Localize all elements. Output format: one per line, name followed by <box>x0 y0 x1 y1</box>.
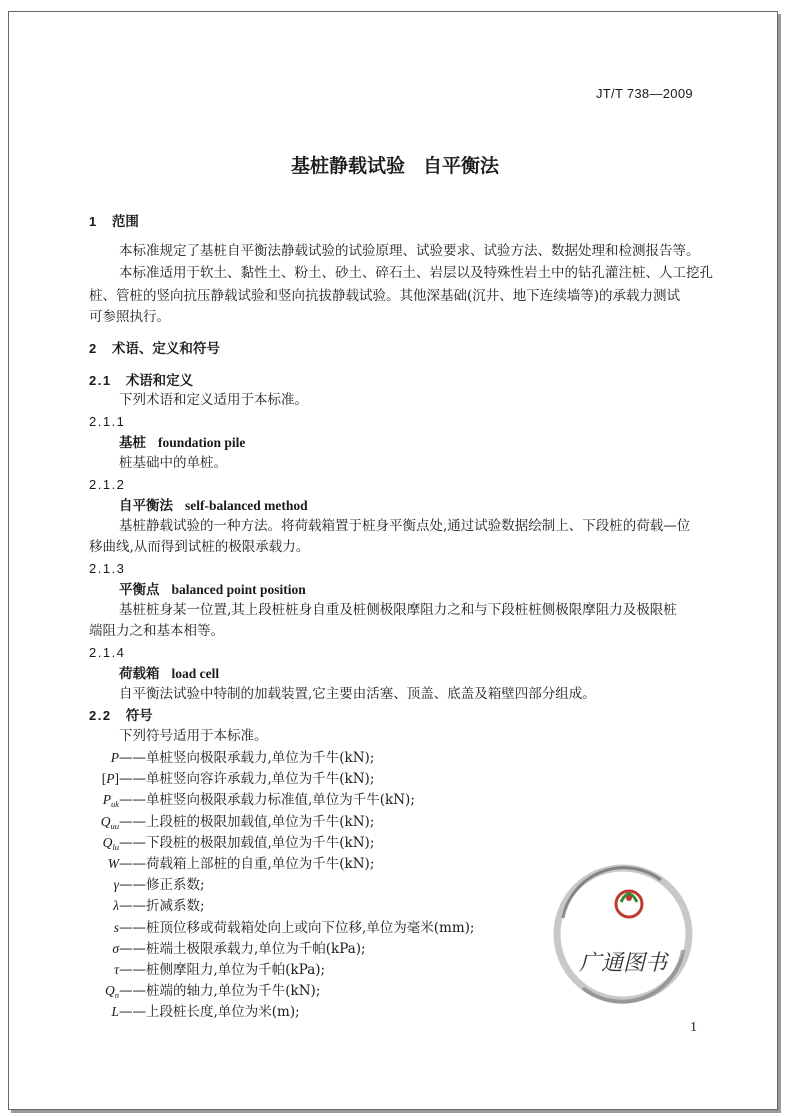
symbol: γ <box>113 877 119 893</box>
symbol-row <box>57 876 205 894</box>
symbol-description: ——单桩竖向容许承载力,单位为千牛(kN); <box>119 771 375 788</box>
section-1-paragraph-1: 本标准规定了基桩自平衡法静载试验的试验原理、试验要求、试验方法、数据处理和检测报告等。 <box>119 243 700 259</box>
symbol-row <box>57 897 205 915</box>
seal-logo-icon <box>616 891 642 917</box>
symbol-description: ——修正系数; <box>119 877 205 894</box>
section-2-1-heading: 2.1 术语和定义 <box>89 373 194 389</box>
symbol-description: ——荷载箱上部桩的自重,单位为千牛(kN); <box>119 856 375 872</box>
symbol-row <box>57 1003 300 1021</box>
symbol-row <box>57 813 374 835</box>
term-2-1-3: 平衡点 balanced point position <box>119 582 306 598</box>
symbol: $P_{uk}$ <box>102 792 119 810</box>
symbol: [P] <box>101 771 119 787</box>
symbol-description: ——折减系数; <box>119 898 205 915</box>
section-1-paragraph-2-line-3: 可参照执行。 <box>89 309 170 325</box>
document-title <box>0 151 790 178</box>
term-2-1-1: 基桩 foundation pile <box>119 435 246 451</box>
section-1-heading: 1 范围 <box>89 214 139 230</box>
section-2-1-4-number: 2.1.4 <box>89 645 126 660</box>
symbol-description: ——桩端土极限承载力,单位为千帕(kPa); <box>119 940 366 957</box>
symbol: τ <box>114 962 119 977</box>
symbol: σ <box>112 940 119 956</box>
definition-2-1-1: 桩基础中的单桩。 <box>119 455 227 471</box>
term-2-1-2: 自平衡法 self-balanced method <box>119 498 308 514</box>
seal-text: 广通图书 <box>578 951 668 976</box>
definition-2-1-2-line-1: 基桩静载试验的一种方法。将荷载箱置于桩身平衡点处,通过试验数据绘制上、下段桩的荷载—位 <box>119 518 691 534</box>
symbol: $Q_n$ <box>105 983 119 1001</box>
section-2-1-1-number: 2.1.1 <box>89 414 126 429</box>
symbol: $Q_{lu}$ <box>102 834 119 852</box>
seal-ring <box>557 868 689 1002</box>
symbol-row <box>57 982 320 1004</box>
definition-2-1-2-line-2: 移曲线,从而得到试桩的极限承载力。 <box>89 539 310 555</box>
symbol-description: ——下段桩的极限加载值,单位为千牛(kN); <box>119 834 375 851</box>
symbol-description: ——上段桩长度,单位为米(m); <box>119 1004 300 1021</box>
page-number: 1 <box>690 1020 697 1035</box>
symbol-description: ——桩侧摩阻力,单位为千帕(kPa); <box>119 962 326 978</box>
symbol-description: ——单桩竖向极限承载力标准值,单位为千牛(kN); <box>119 792 415 809</box>
symbol-row <box>57 749 374 767</box>
symbol-description: ——桩端的轴力,单位为千牛(kN); <box>119 983 321 1000</box>
definition-2-1-3-line-2: 端阻力之和基本相等。 <box>89 623 224 639</box>
symbol: L <box>111 1004 119 1020</box>
symbol-row <box>57 770 374 788</box>
section-2-1-2-number: 2.1.2 <box>89 477 126 492</box>
section-1-paragraph-2-line-2: 桩、管桩的竖向抗压静载试验和竖向抗拔静载试验。其他深基础(沉井、地下连续墙等)的承载力测试 <box>89 288 681 304</box>
symbol-row <box>57 834 374 856</box>
symbol: λ <box>113 898 119 914</box>
symbol: $Q_{uu}$ <box>100 813 119 831</box>
section-2-1-intro: 下列术语和定义适用于本标准。 <box>119 392 308 408</box>
symbol-row <box>57 791 415 813</box>
symbol-row <box>57 940 366 958</box>
symbol-row <box>57 855 374 873</box>
section-2-2-intro: 下列符号适用于本标准。 <box>119 728 268 744</box>
section-2-2-heading: 2.2 符号 <box>89 708 153 724</box>
title-sub: 自平衡法 <box>423 155 500 177</box>
definition-2-1-3-line-1: 基桩桩身某一位置,其上段桩桩身自重及桩侧极限摩阻力之和与下段桩桩侧极限摩阻力及极限桩 <box>119 602 677 618</box>
section-2-1-3-number: 2.1.3 <box>89 561 126 576</box>
section-2-heading: 2 术语、定义和符号 <box>89 341 220 357</box>
watermark-seal <box>543 858 701 1008</box>
symbol-description: ——桩顶位移或荷载箱处向上或向下位移,单位为毫米(mm); <box>119 919 475 936</box>
symbol-row <box>57 961 325 979</box>
symbol: W <box>107 856 119 871</box>
definition-2-1-4: 自平衡法试验中特制的加载装置,它主要由活塞、顶盖、底盖及箱壁四部分组成。 <box>119 686 596 702</box>
section-1-paragraph-2-line-1: 本标准适用于软土、黏性土、粉土、砂土、碎石土、岩层以及特殊性岩土中的钻孔灌注桩、人工挖孔 <box>119 265 713 281</box>
title-main: 基桩静载试验 <box>290 155 405 177</box>
symbol: P <box>110 750 119 765</box>
symbol: s <box>113 919 119 935</box>
symbol-description: ——上段桩的极限加载值,单位为千牛(kN); <box>119 813 375 830</box>
symbol-row <box>57 919 474 937</box>
term-2-1-4: 荷载箱 load cell <box>119 666 220 682</box>
symbol-description: ——单桩竖向极限承载力,单位为千牛(kN); <box>119 750 375 766</box>
standard-number: JT/T 738—2009 <box>596 86 693 101</box>
